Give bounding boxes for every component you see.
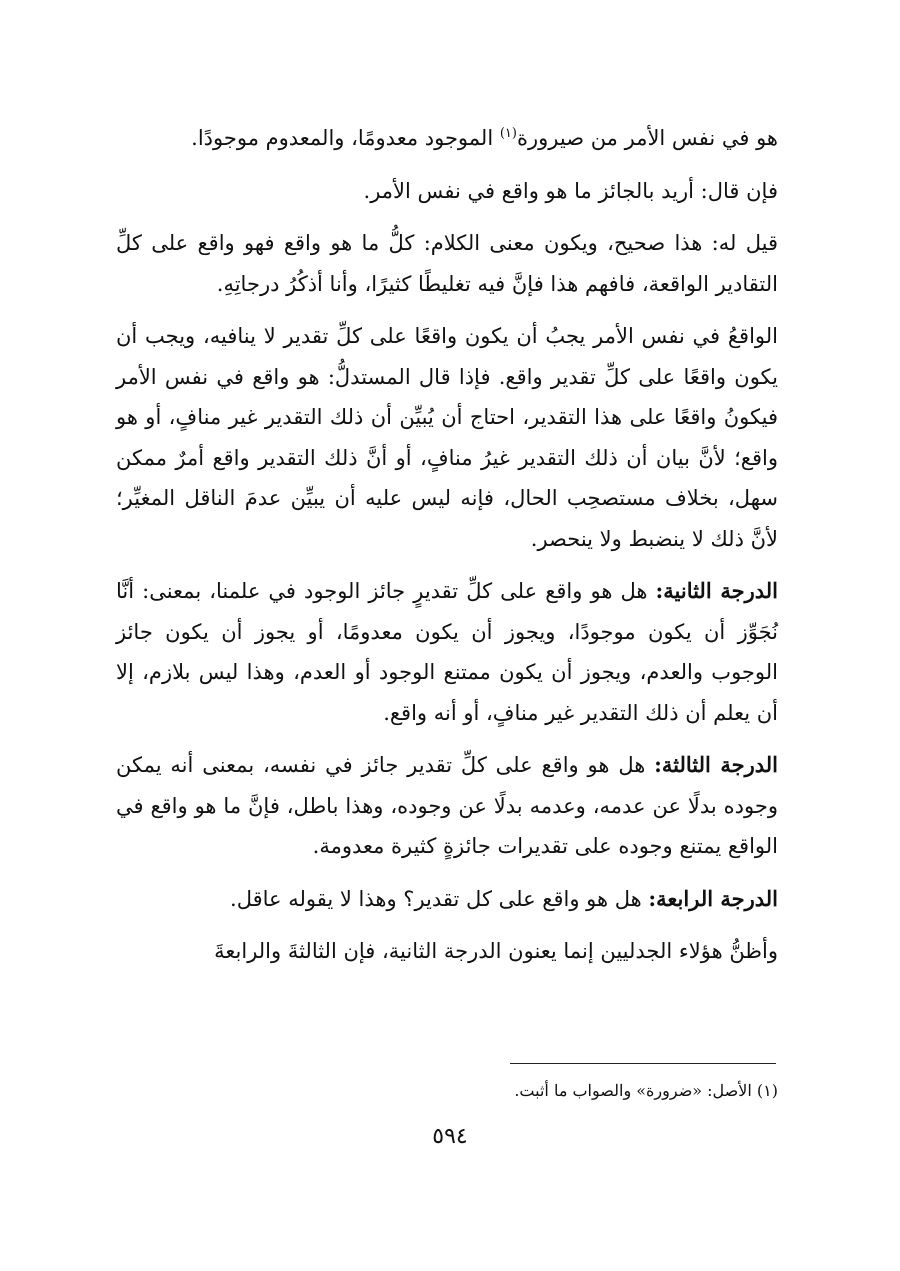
degree-two-heading: الدرجة الثانية: <box>655 578 778 603</box>
degree-four-text: هل هو واقع على كل تقدير؟ وهذا لا يقوله عاقل. <box>230 886 649 911</box>
page-number: ٥٩٤ <box>432 1124 468 1149</box>
paragraph-1 <box>116 118 778 159</box>
paragraph-7 <box>116 879 778 920</box>
paragraph-4: الواقعُ في نفس الأمر يجبُ أن يكون واقعًا على كلِّ تقدير لا ينافيه، ويجب أن يكون واقعًا على كلِّ تقدير واقع. فإذا قال المستدلُّ: هو واقع في نفس الأمر فيكونُ واقعًا على هذا التقدير، احتاج أن يُبيِّن أن ذلك التقدير غير منافٍ، أو هو واقع؛ لأنَّ بيان أن ذلك التقدير غيرُ منافٍ، أو أنَّ ذلك التقدير واقع أمرٌ ممكن سهل، بخلاف مستصحِب الحال، فإنه ليس عليه أن يبيِّن عدمَ الناقل المغيِّر؛ لأنَّ ذلك لا ينضبط ولا ينحصر. <box>116 324 778 551</box>
footnote-reference: (١) <box>499 126 517 141</box>
degree-three-heading: الدرجة الثالثة: <box>654 752 778 777</box>
page-body <box>116 118 778 984</box>
paragraph-2: فإن قال: أريد بالجائز ما هو واقع في نفس الأمر. <box>363 178 778 203</box>
footnote: (١) الأصل: «ضرورة» والصواب ما أثبت. <box>514 1081 778 1100</box>
paragraph-6 <box>116 745 778 867</box>
footnote-divider <box>510 1063 776 1064</box>
paragraph-1-text-b: الموجود معدومًا، والمعدوم موجودًا. <box>191 126 500 150</box>
degree-four-heading: الدرجة الرابعة: <box>648 885 778 911</box>
paragraph-3: قيل له: هذا صحيح، ويكون معنى الكلام: كلُّ ما هو واقع فهو واقع على كلِّ التقادير الواقعة، فافهم هذا فإنَّ فيه تغليطًا كثيرًا، وأنا أذكُرُ درجاتِهِ. <box>116 231 778 296</box>
degree-two-text: هل هو واقع على كلِّ تقديرٍ جائز الوجود في علمنا، بمعنى: أنَّا نُجَوِّز أن يكون موجودًا، ويجوز أن يكون معدومًا، أو يجوز أن يكون جائز الوجوب والعدم، ويجوز أن يكون ممتنع الوجود أو العدم، وهذا ليس بلازم، إلا أن يعلم أن ذلك التقدير غير منافٍ، أو أنه واقع. <box>116 579 778 725</box>
paragraph-1-text-a: هو في نفس الأمر من صيرورة <box>516 126 778 150</box>
paragraph-8: وأظنُّ هؤلاء الجدليين إنما يعنون الدرجة الثانية، فإن الثالثةَ والرابعةَ <box>214 939 778 963</box>
paragraph-5 <box>116 571 778 733</box>
degree-three-text: هل هو واقع على كلِّ تقدير جائز في نفسه، بمعنى أنه يمكن وجوده بدلًا عن عدمه، وعدمه بدلًا عن وجوده، وهذا باطل، فإنَّ ما هو واقع في الواقع يمتنع وجوده على تقديرات جائزةٍ كثيرة معدومة. <box>116 753 778 858</box>
